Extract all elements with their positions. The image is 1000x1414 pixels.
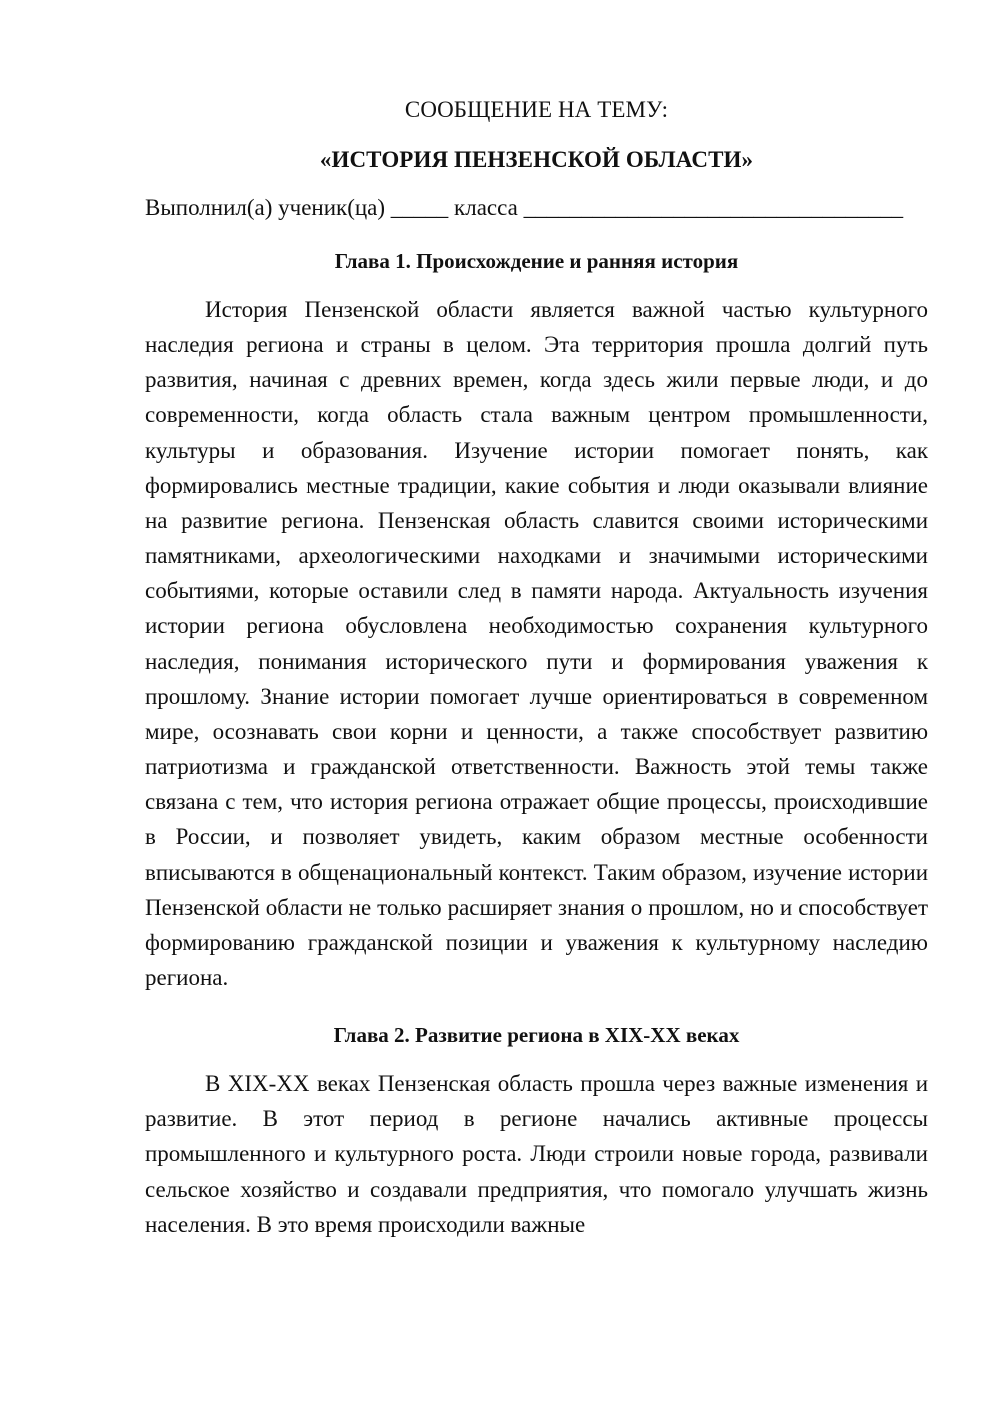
document-content: [145, 92, 928, 1265]
chapter-1-paragraph: История Пензенской области является важной частью культурного наследия региона и страны в целом. Эта территория прошла долгий путь развития, начиная с древних времен, когда здесь жили первые люди, и до современности, когда область стала важным центром промышленности, культуры и образования. Изучение истории помогает понять, как формировались местные традиции, какие события и люди оказывали влияние на развитие региона. Пензенская область славится своими историческими памятниками, археологическими находками и значимыми историческими событиями, которые оставили след в памяти народа. Актуальность изучения истории региона обусловлена необходимостью сохранения культурного наследия, понимания исторического пути и формирования уважения к прошлому. Знание истории помогает лучше ориентироваться в современном мире, осознавать свои корни и ценности, а также способствует развитию патриотизма и гражданской ответственности. Важность этой темы также связана с тем, что история региона отражает общие процессы, происходившие в России, и позволяет увидеть, каким образом местные особенности вписываются в общенациональный контекст. Таким образом, изучение истории Пензенской области не только расширяет знания о прошлом, но и способствует формированию гражданской позиции и уважения к культурному наследию региона.: [145, 297, 928, 990]
chapter-2-heading: Глава 2. Развитие региона в XIX-XX веках: [333, 1023, 740, 1048]
chapter-2-paragraph: В XIX-XX веках Пензенская область прошла через важные изменения и развитие. В этот период в регионе начались активные процессы промышленного и культурного роста. Люди строили новые города, развивали сельское хозяйство и создавали предприятия, что помогало улучшать жизнь населения. В это время происходили важные: [145, 1071, 928, 1237]
document-title-line-1: СООБЩЕНИЕ НА ТЕМУ:: [404, 97, 669, 122]
chapter-1-section: [145, 244, 928, 995]
author-class-line: Выполнил(а) ученик(ца) _____ класса _________________________________: [145, 195, 904, 220]
document-title-line-2: «ИСТОРИЯ ПЕНЗЕНСКОЙ ОБЛАСТИ»: [319, 147, 754, 172]
chapter-2-section: [145, 1018, 928, 1242]
chapter-1-heading: Глава 1. Происхождение и ранняя история: [334, 249, 739, 273]
